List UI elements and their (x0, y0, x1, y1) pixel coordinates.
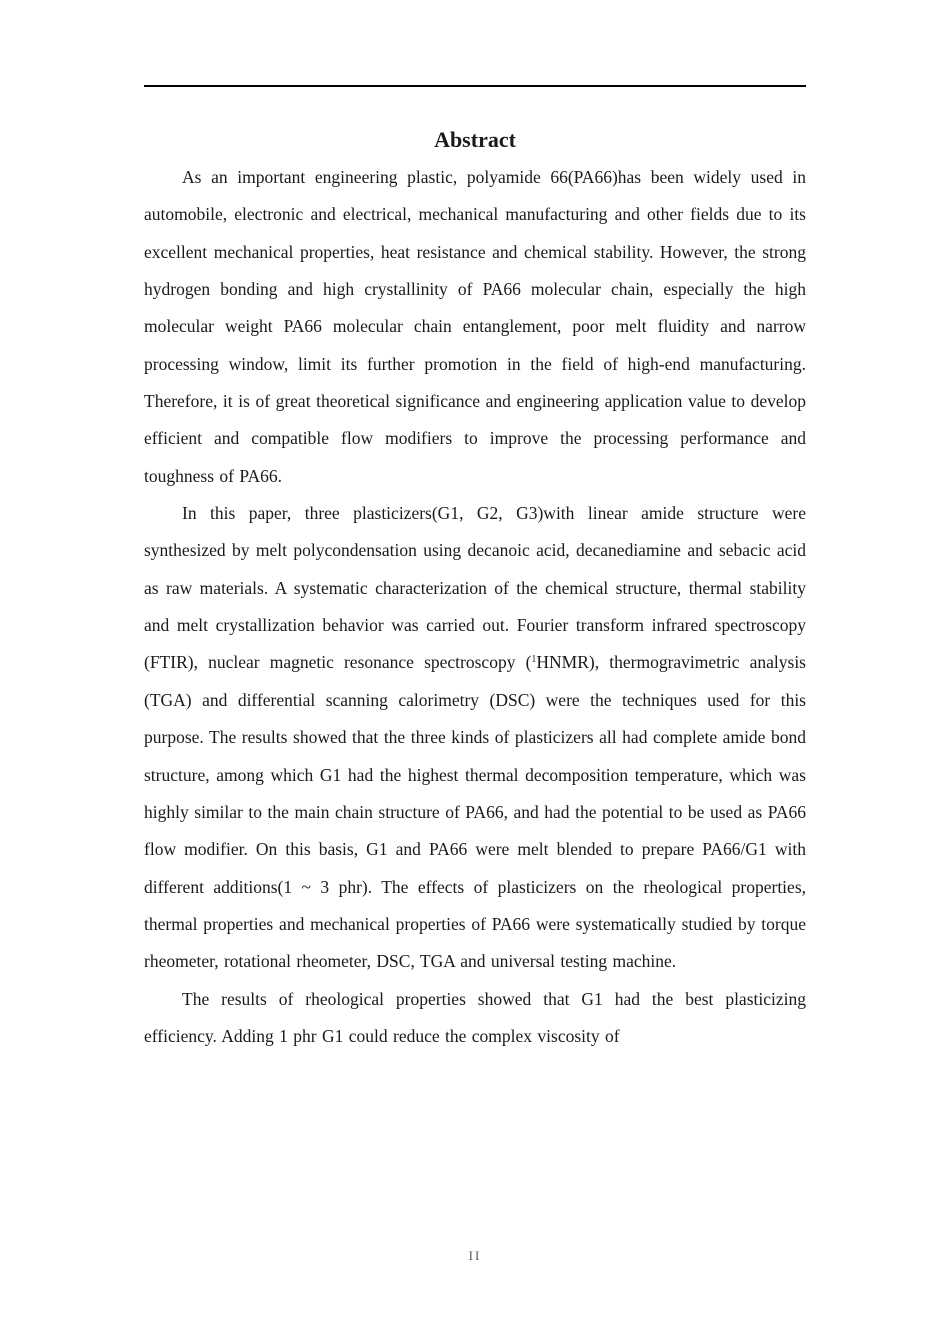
paragraph-2-text-start: In this paper, three plasticizers(G1, G2, G3)with linear amide structure were synthesized by melt polycondensation using decanoic acid, decanediamine and sebacic acid as raw materials. A systematic characterization of the chemical structure, thermal stability and melt crystallization behavior was carried out. Fourier transform infrared spectroscopy (FTIR), nuclear magnetic resonance spectroscopy ( (144, 503, 806, 673)
page-title: Abstract (434, 127, 516, 152)
abstract-body (144, 159, 806, 1055)
paragraph-2 (144, 495, 806, 980)
superscript-1: 1 (531, 654, 537, 666)
header-rule (144, 85, 806, 87)
page-number: II (468, 1248, 482, 1263)
paragraph-3: The results of rheological properties showed that G1 had the best plasticizing efficiency. Adding 1 phr G1 could reduce the complex viscosity of (144, 988, 806, 1046)
paragraph-1: As an important engineering plastic, polyamide 66(PA66)has been widely used in automobile, electronic and electrical, mechanical manufacturing and other fields due to its excellent mechanical properties, heat resistance and chemical stability. However, the strong hydrogen bonding and high crystallinity of PA66 molecular chain, especially the high molecular weight PA66 molecular chain entanglement, poor melt fluidity and narrow processing window, limit its further promotion in the field of high-end manufacturing. Therefore, it is of great theoretical significance and engineering application value to develop efficient and compatible flow modifiers to improve the processing performance and toughness of PA66. (144, 167, 806, 486)
paragraph-2-text-end: HNMR), thermogravimetric analysis (TGA) and differential scanning calorimetry (DSC) were the techniques used for this purpose. The results showed that the three kinds of plasticizers all had complete amide bond structure, among which G1 had the highest thermal decomposition temperature, which was highly similar to the main chain structure of PA66, and had the potential to be used as PA66 flow modifier. On this basis, G1 and PA66 were melt blended to prepare PA66/G1 with different additions(1 ~ 3 phr). The effects of plasticizers on the rheological properties, thermal properties and mechanical properties of PA66 were systematically studied by torque rheometer, rotational rheometer, DSC, TGA and universal testing machine. (144, 652, 806, 972)
